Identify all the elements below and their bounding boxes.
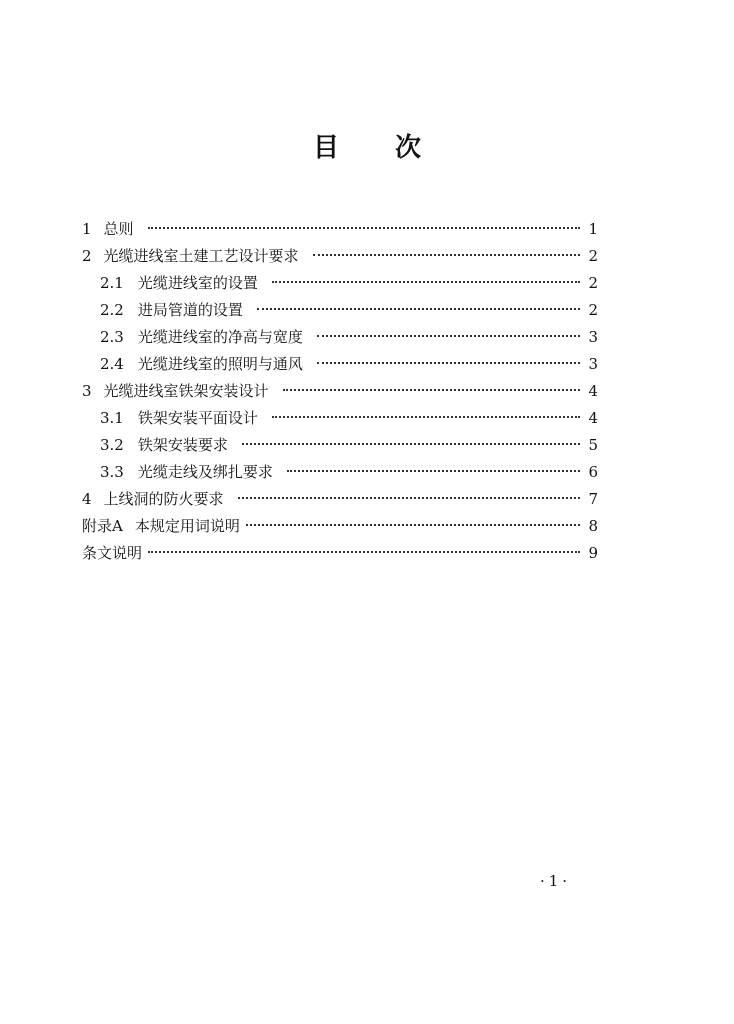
toc-entry-page: 3 bbox=[588, 328, 598, 346]
toc-entry-label: 光缆走线及绑扎要求 bbox=[137, 463, 273, 481]
toc-entry-number: 3 bbox=[82, 382, 92, 400]
toc-entry-explanation[interactable] bbox=[82, 540, 598, 567]
dot-leader bbox=[287, 470, 580, 472]
toc-title-char-2: 次 bbox=[395, 133, 422, 163]
toc-entry-page: 2 bbox=[588, 301, 598, 319]
toc-entry-label: 光缆进线室的设置 bbox=[137, 274, 258, 292]
toc-entry-2[interactable] bbox=[82, 243, 598, 270]
toc-entry-3-2[interactable] bbox=[82, 432, 598, 459]
dot-leader bbox=[317, 335, 580, 337]
toc-entry-label: 光缆进线室的照明与通风 bbox=[137, 355, 303, 373]
toc-title-char-1: 目 bbox=[312, 133, 339, 163]
toc-entry-label: 本规定用词说明 bbox=[134, 517, 240, 535]
toc-entry-4[interactable] bbox=[82, 486, 598, 513]
toc-entry-page: 4 bbox=[588, 382, 598, 400]
toc-entry-page: 8 bbox=[588, 517, 598, 535]
toc-entry-3-1[interactable] bbox=[82, 405, 598, 432]
toc-entry-label: 铁架安装要求 bbox=[137, 436, 228, 454]
toc-entry-page: 9 bbox=[588, 544, 598, 562]
dot-leader bbox=[283, 389, 580, 391]
toc-entry-page: 5 bbox=[588, 436, 598, 454]
dot-leader bbox=[148, 227, 580, 229]
dot-leader bbox=[246, 524, 580, 526]
toc-entry-label: 上线洞的防火要求 bbox=[103, 490, 224, 508]
toc-entry-label: 光缆进线室铁架安装设计 bbox=[103, 382, 269, 400]
dot-leader bbox=[148, 551, 580, 553]
toc-entry-page: 3 bbox=[588, 355, 598, 373]
toc-entry-2-1[interactable] bbox=[82, 270, 598, 297]
toc-entry-3-3[interactable] bbox=[82, 459, 598, 486]
toc-entry-page: 2 bbox=[588, 274, 598, 292]
table-of-contents bbox=[82, 216, 598, 567]
dot-leader bbox=[242, 443, 580, 445]
toc-entry-label: 进局管道的设置 bbox=[137, 301, 243, 319]
toc-entry-label: 总则 bbox=[103, 220, 134, 238]
toc-entry-number: 2.1 bbox=[100, 274, 124, 292]
toc-entry-number: 2 bbox=[82, 247, 92, 265]
page-number: ·1· bbox=[540, 872, 572, 890]
dot-leader bbox=[313, 254, 580, 256]
toc-entry-3[interactable] bbox=[82, 378, 598, 405]
toc-entry-page: 4 bbox=[588, 409, 598, 427]
toc-entry-appendix-a[interactable] bbox=[82, 513, 598, 540]
toc-entry-label: 铁架安装平面设计 bbox=[137, 409, 258, 427]
toc-entry-label: 条文说明 bbox=[82, 544, 143, 562]
dot-leader bbox=[257, 308, 580, 310]
toc-entry-page: 1 bbox=[588, 220, 598, 238]
toc-entry-number: 3.2 bbox=[100, 436, 124, 454]
toc-entry-1[interactable] bbox=[82, 216, 598, 243]
toc-entry-page: 7 bbox=[588, 490, 598, 508]
toc-entry-label: 光缆进线室的净高与宽度 bbox=[137, 328, 303, 346]
toc-entry-2-4[interactable] bbox=[82, 351, 598, 378]
dot-leader bbox=[272, 416, 580, 418]
dot-leader bbox=[317, 362, 580, 364]
toc-entry-number: 3.3 bbox=[100, 463, 124, 481]
toc-entry-number: 3.1 bbox=[100, 409, 124, 427]
toc-entry-page: 2 bbox=[588, 247, 598, 265]
toc-entry-page: 6 bbox=[588, 463, 598, 481]
toc-entry-number: 1 bbox=[82, 220, 92, 238]
toc-entry-2-2[interactable] bbox=[82, 297, 598, 324]
dot-leader bbox=[272, 281, 580, 283]
dot-leader bbox=[238, 497, 580, 499]
toc-entry-label: 光缆进线室土建工艺设计要求 bbox=[103, 247, 299, 265]
toc-title bbox=[0, 132, 734, 164]
toc-entry-number: 2.3 bbox=[100, 328, 124, 346]
toc-entry-number: 2.2 bbox=[100, 301, 124, 319]
toc-entry-number: 4 bbox=[82, 490, 92, 508]
toc-entry-number: 2.4 bbox=[100, 355, 124, 373]
toc-entry-number: 附录A bbox=[82, 517, 123, 535]
toc-entry-2-3[interactable] bbox=[82, 324, 598, 351]
